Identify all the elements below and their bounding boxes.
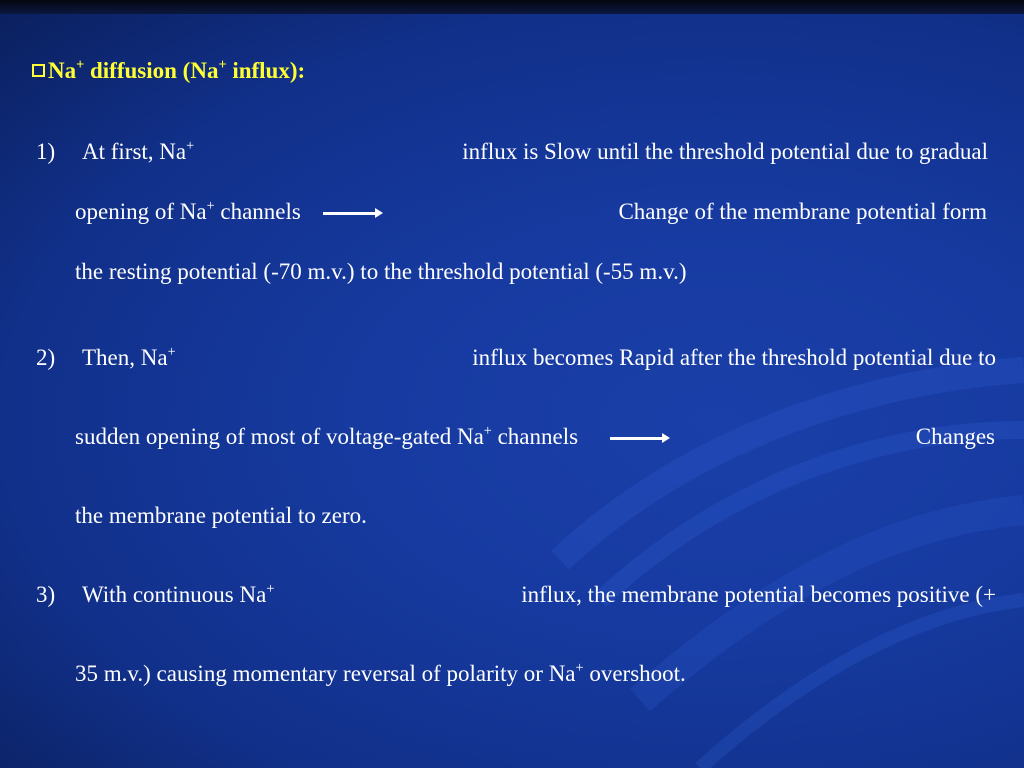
checkbox-bullet-icon: [32, 64, 45, 77]
point-2-line-3: the membrane potential to zero.: [75, 503, 367, 528]
point-1-line-1: 1) At first, Na+ influx is Slow until the threshold potential due to gradual: [36, 138, 988, 164]
point-2-line-2: sudden opening of most of voltage-gated Na+ channels Changes: [75, 423, 995, 449]
point-1-line-3: the resting potential (-70 m.v.) to the threshold potential (-55 m.v.): [75, 259, 687, 284]
slide-heading: Na+ diffusion (Na+ influx):: [32, 58, 305, 84]
point-1-number: 1): [36, 139, 56, 164]
point-1-line-2: opening of Na+ channels Change of the membrane potential form: [75, 198, 987, 224]
point-3-line-2: 35 m.v.) causing momentary reversal of polarity or Na+ overshoot.: [75, 660, 686, 686]
right-arrow-icon: [610, 437, 664, 440]
right-arrow-icon: [323, 212, 377, 215]
top-dark-band: [0, 0, 1024, 14]
point-3-line-1: 3) With continuous Na+ influx, the membrane potential becomes positive (+: [36, 581, 996, 607]
point-2-line-1: 2) Then, Na+ influx becomes Rapid after the threshold potential due to: [36, 344, 996, 370]
point-3-number: 3): [36, 582, 56, 607]
point-2-number: 2): [36, 345, 56, 370]
